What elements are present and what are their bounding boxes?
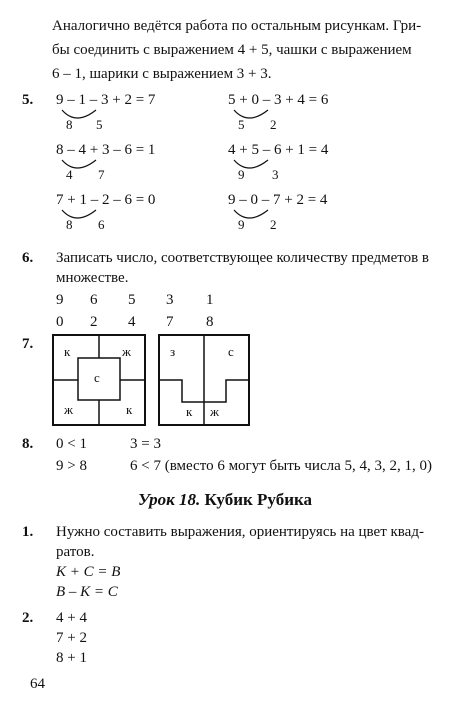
- task6-r1-4: 1: [206, 292, 214, 308]
- task5-expr-3: 8 – 4 + 3 – 6 = 1: [56, 142, 156, 158]
- task1-text-2: ратов.: [56, 544, 95, 560]
- intro-line-2: бы соединить с выражением 4 + 5, чашки с выражением: [52, 42, 412, 58]
- task7-right-figure: [158, 334, 250, 426]
- lesson-title-number: Урок 18.: [138, 490, 201, 509]
- intro-line-1: Аналогично ведётся работа по остальным рисункам. Гри-: [52, 18, 422, 34]
- task5-sub-1a: 8: [66, 117, 73, 132]
- task8-d: 6 < 7 (вместо 6 могут быть числа 5, 4, 3, 2, 1, 0): [130, 458, 432, 474]
- task5-arc-5: [56, 208, 116, 230]
- task6-r1-0: 9: [56, 292, 64, 308]
- task2-line-3: 8 + 1: [56, 650, 87, 666]
- task5-sub-3b: 7: [98, 167, 105, 182]
- task8-number: 8.: [22, 436, 34, 452]
- task7-number: 7.: [22, 336, 34, 352]
- task7-right-tl: з: [170, 344, 176, 359]
- task5-sub-3a: 4: [66, 167, 73, 182]
- task5-arc-4: [228, 158, 288, 180]
- task2-number: 2.: [22, 610, 34, 626]
- task1-formula-1: K + C = B: [56, 564, 121, 580]
- task5-sub-5b: 6: [98, 217, 105, 232]
- task5-sub-2b: 2: [270, 117, 277, 132]
- task7-left-bl: ж: [64, 402, 73, 417]
- task6-text-2: множестве.: [56, 270, 129, 286]
- task5-expr-1: 9 – 1 – 3 + 2 = 7: [56, 92, 156, 108]
- task5-arc-1: [56, 108, 116, 130]
- task7-right-tr: с: [228, 344, 234, 359]
- task5-arc-6: [228, 208, 288, 230]
- task7-left-figure: [52, 334, 146, 426]
- lesson-title: [138, 490, 312, 510]
- task1-text-1: Нужно составить выражения, ориентируясь на цвет квад-: [56, 524, 424, 540]
- task6-r1-1: 6: [90, 292, 98, 308]
- task5-sub-1b: 5: [96, 117, 103, 132]
- task5-sub-2a: 5: [238, 117, 245, 132]
- page-number: 64: [30, 676, 45, 692]
- task6-text-1: Записать число, соответствующее количеству предметов в: [56, 250, 430, 266]
- task2-line-2: 7 + 2: [56, 630, 87, 646]
- task1-formula-2: B – K = C: [56, 584, 118, 600]
- task6-r2-0: 0: [56, 314, 64, 330]
- lesson-title-text: Кубик Рубика: [200, 490, 313, 509]
- task7-right-bl: к: [186, 404, 193, 419]
- task5-sub-5a: 8: [66, 217, 73, 232]
- task7-left-center: с: [94, 370, 100, 385]
- task6-r2-2: 4: [128, 314, 136, 330]
- task5-expr-5: 7 + 1 – 2 – 6 = 0: [56, 192, 156, 208]
- task6-r1-2: 5: [128, 292, 136, 308]
- task8-c: 9 > 8: [56, 458, 87, 474]
- task7-left-br: к: [126, 402, 133, 417]
- task6-r1-3: 3: [166, 292, 174, 308]
- task5-expr-6: 9 – 0 – 7 + 2 = 4: [228, 192, 328, 208]
- task5-sub-6a: 9: [238, 217, 245, 232]
- task7-left-tl: к: [64, 344, 71, 359]
- intro-line-3: 6 – 1, шарики с выражением 3 + 3.: [52, 66, 272, 82]
- task5-arc-2: [228, 108, 288, 130]
- task6-number: 6.: [22, 250, 34, 266]
- task2-line-1: 4 + 4: [56, 610, 87, 626]
- task7-left-tr: ж: [122, 344, 131, 359]
- task5-arc-3: [56, 158, 116, 180]
- task1-number: 1.: [22, 524, 34, 540]
- task5-sub-6b: 2: [270, 217, 277, 232]
- task8-b: 3 = 3: [130, 436, 161, 452]
- task6-r2-1: 2: [90, 314, 98, 330]
- task5-number: 5.: [22, 92, 34, 108]
- task6-r2-4: 8: [206, 314, 214, 330]
- task6-r2-3: 7: [166, 314, 174, 330]
- task5-expr-2: 5 + 0 – 3 + 4 = 6: [228, 92, 329, 108]
- task8-a: 0 < 1: [56, 436, 87, 452]
- task5-sub-4a: 9: [238, 167, 245, 182]
- task5-sub-4b: 3: [272, 167, 279, 182]
- task5-expr-4: 4 + 5 – 6 + 1 = 4: [228, 142, 329, 158]
- task7-right-br: ж: [210, 404, 219, 419]
